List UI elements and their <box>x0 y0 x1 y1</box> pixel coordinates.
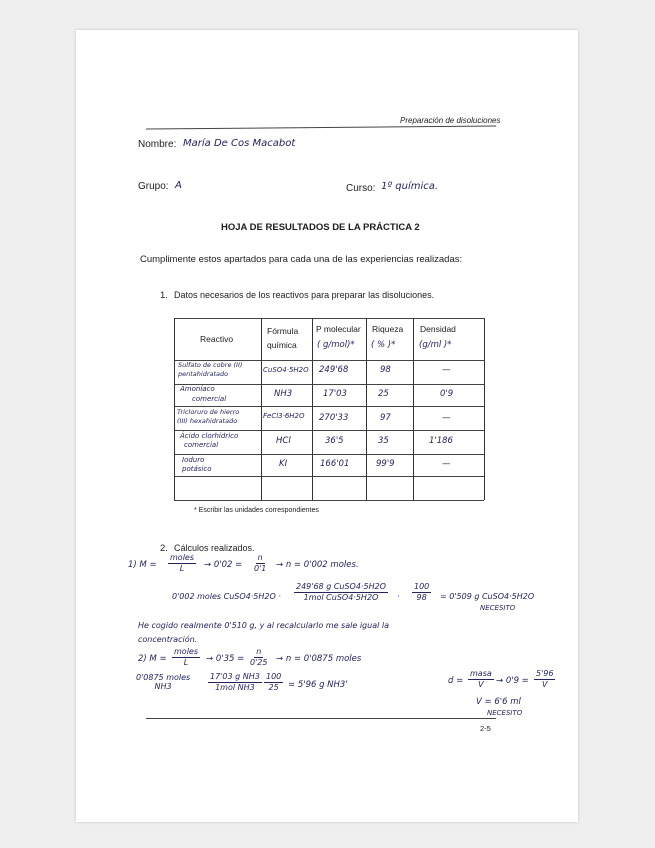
course-label: Curso: <box>346 183 376 194</box>
calc-note-line-2: concentración. <box>138 635 198 644</box>
table-row-0-densidad: — <box>442 365 451 375</box>
page-title: HOJA DE RESULTADOS DE LA PRÁCTICA 2 <box>221 222 420 233</box>
table-row-2-pmol: 270'33 <box>319 413 349 423</box>
calc-1-fraction-a: moles L <box>170 553 194 573</box>
table-row-3-riqueza: 35 <box>378 436 389 446</box>
calc-4-fraction-a: moles L <box>174 647 198 667</box>
table-row-4-formula: KI <box>279 459 288 469</box>
instructions: Cumplimente estos apartados para cada una de las experiencias realizadas: <box>140 254 463 265</box>
col-header-pmol-1: P molecular <box>316 324 361 334</box>
table-row-3-reactivo-1: Ácido clorhídrico <box>180 432 239 440</box>
calc-5-prefix: 0'0875 moles NH3 <box>136 673 191 691</box>
table-row-2-riqueza: 97 <box>380 413 391 423</box>
calc-2-fraction-b: $\frac{100}{98}$ <box>414 582 430 602</box>
table-row-1-densidad: 0'9 <box>440 389 454 399</box>
table-row-4-reactivo-1: Ioduro <box>182 456 205 464</box>
footnote: * Escribir las unidades correspondientes <box>194 507 319 514</box>
page-number: 2-5 <box>480 724 491 733</box>
table-row-2-densidad: — <box>442 413 451 423</box>
table-row-4-riqueza: 99'9 <box>376 459 395 469</box>
col-header-riqueza-1: Riqueza <box>372 324 404 334</box>
calc-6-fraction-b: $\frac{5'96}{V}$ <box>536 669 554 689</box>
table-row-0-reactivo-1: Sulfato de cobre (II) <box>178 361 243 369</box>
section1-number: 1. <box>160 290 168 301</box>
table-row-2-formula: FeCl3·6H2O <box>263 412 305 420</box>
footer-rule <box>146 718 496 719</box>
calc-5-fraction-a: 17'03 g NH3 1mol NH3 <box>210 672 260 692</box>
table-row-3-formula: HCl <box>276 436 291 446</box>
col-header-formula-2: química <box>267 340 297 350</box>
calc-note-line-1: He cogido realmente 0'510 g, y al recalcularlo me sale igual la <box>138 621 389 630</box>
group-value: A <box>175 180 182 191</box>
table-row-0-riqueza: 98 <box>380 365 391 375</box>
calc-2-fraction-a: 249'68 g CuSO4·5H2O 1mol CuSO4·5H2O <box>296 582 386 602</box>
col-header-pmol-2: ( g/mol)* <box>317 340 355 350</box>
course-value: 1º química. <box>381 181 439 192</box>
section2-text: Cálculos realizados. <box>174 543 255 553</box>
table-row-2-reactivo-1: Tricloruro de hierro <box>177 408 240 416</box>
table-row-1-pmol: 17'03 <box>323 389 347 399</box>
table-row-4-reactivo-2: potásico <box>182 465 212 473</box>
table-row-4-densidad: — <box>442 459 451 469</box>
col-header-densidad-1: Densidad <box>420 324 456 334</box>
table-row-3-pmol: 36'5 <box>325 436 344 446</box>
calc-volume-result: V = 6'6 ml <box>476 697 521 707</box>
worksheet-page: Preparación de disoluciones Nombre: María De Cos Macabot Grupo: A Curso: 1º química. HOJA DE RESULTADOS DE LA PRÁCTICA 2 Cumplimente estos apartados para cada una de las experiencias realizadas: 1. Datos necesarios de los reactivos para preparar las disoluciones. Reactivo Fórmula química P molecular ( g/mol)* Riqueza ( % )* Densidad (g/ml )* Sulfato de cobre (II) pentahidratado CuSO4·5H2O 249'68 98 — Amoníaco comercial NH3 17'03 25 0'9 Tricloruro de hierro (III) hexahidratado FeCl3·6H2O 270'33 97 — Ácido clorhídrico comercial HCl 36'5 35 1'186 Ioduro potásico KI 166'01 99'9 — * Escribir las unidades correspondientes 2. Cálculos realizados. 1) M = moles L → 0'02 = $\frac{n}{0'1}$ → n = 0'002 moles. 0'002 moles CuSO4·5H2O · 249'68 g CuSO4·5H2O 1mol CuSO4·5H2O · $\frac{100}{98}$ = 0'509 g CuSO4·5H2O NECESITO He cogido realmente 0'510 g, y al recalcularlo me sale igual la concentración. 2) M = moles L → 0'35 = $\frac{n}{0'25}$ → n = 0'0875 moles 0'0875 moles NH3 17'03 g NH3 1mol NH3 $\frac{100}{25}$ = 5'96 g NH3' d = masa V → 0'9 = $\frac{5'96}{V}$ V = 6'6 ml NECESITO 2-5 <box>76 30 578 822</box>
table-row-3-reactivo-2: comercial <box>184 441 219 449</box>
table-row-2-reactivo-2: (III) hexahidratado <box>177 417 238 425</box>
table-row-0-reactivo-2: pentahidratado <box>178 370 229 378</box>
table-row-1-formula: NH3 <box>274 389 293 399</box>
calc-volume-note: NECESITO <box>487 709 523 717</box>
col-header-formula-1: Fórmula <box>267 326 299 336</box>
table-row-1-riqueza: 25 <box>378 389 389 399</box>
group-label: Grupo: <box>138 181 169 192</box>
col-header-reactivo: Reactivo <box>200 334 234 344</box>
calc-4-fraction-b: $\frac{n}{0'25}$ <box>250 647 268 667</box>
header-rule <box>146 125 496 129</box>
section1-text: Datos necesarios de los reactivos para preparar las disoluciones. <box>174 290 435 300</box>
name-label: Nombre: <box>138 139 177 150</box>
section2-number: 2. <box>160 543 168 554</box>
name-value: María De Cos Macabot <box>183 138 296 149</box>
table-row-3-densidad: 1'186 <box>429 436 453 446</box>
col-header-densidad-2: (g/ml )* <box>419 340 452 350</box>
table-row-4-pmol: 166'01 <box>320 459 350 469</box>
calc-1-fraction-b: $\frac{n}{0'1}$ <box>254 553 267 573</box>
table-row-0-pmol: 249'68 <box>319 365 349 375</box>
table-row-1-reactivo-2: comercial <box>192 395 227 403</box>
col-header-riqueza-2: ( % )* <box>371 340 396 350</box>
table-row-1-reactivo-1: Amoníaco <box>180 385 215 393</box>
table-row-0-formula: CuSO4·5H2O <box>263 366 309 374</box>
calc-5-fraction-b: $\frac{100}{25}$ <box>266 672 282 692</box>
calc-6-fraction-a: masa V <box>470 669 492 689</box>
section-header: Preparación de disoluciones <box>400 116 501 125</box>
